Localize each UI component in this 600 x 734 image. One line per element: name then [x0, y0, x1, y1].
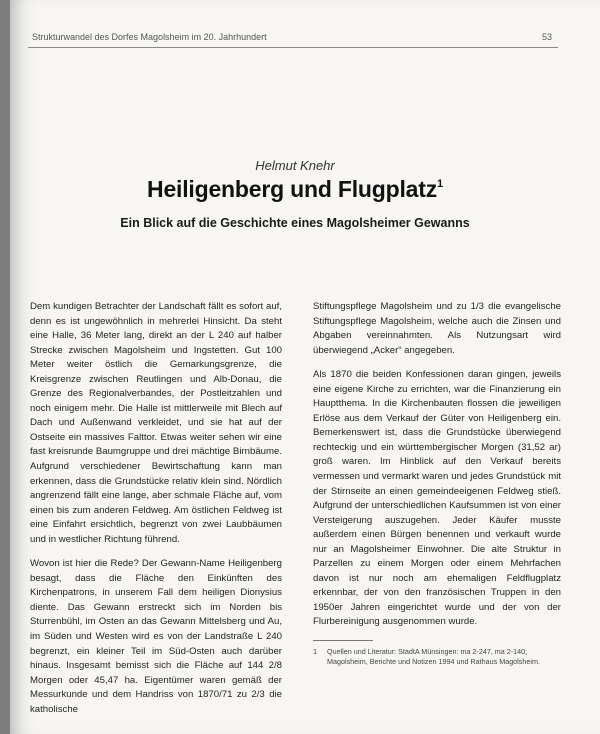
page-number: 53	[541, 32, 552, 42]
header-rule	[28, 47, 558, 48]
running-header	[32, 32, 552, 42]
left-column	[30, 300, 282, 717]
paragraph: Wovon ist hier die Rede? Der Gewann-Name Heiligenberg besagt, dass die Fläche den Einkünften des Kirchenpatrons, in unserem Fall dem heiligen Dionysius diente. Das Gewann erstreckt sich im Norden bis Sturrenbühl, im Osten an das Gewann Mittelsberg und Au, im Süden und Westen wird es von der Landstraße L 240 begrenzt, ein kleiner Teil im Süd-Osten auch darüber hinaus. Insgesamt bemisst sich die Fläche auf 144 2/8 Morgen oder 45,47 ha. Eigentümer waren gemäß der Messurkunde und dem Handriss von 1870/71 zu 2/3 die katholische	[30, 558, 282, 715]
paragraph: Dem kundigen Betrachter der Landschaft fällt es sofort auf, denn es ist ungewöhnlich in mehrerlei Hinsicht. Da steht eine Halle, 36 Meter lang, direkt an der L 240 auf halber Strecke zwischen Magolsheim und Ingstetten. Gut 100 Meter weiter östlich die Gemarkungsgrenze, die Kreisgrenze zwischen Reutlingen und Alb-Donau, die Grenze des Regionalverbandes, der Postleitzahlen und noch einigem mehr. Die Halle ist mittlerweile mit Blech auf Dach und Außenwand verkleidet, und sie hat auf der Ostseite ein massives Falttor. Etwas weiter sehen wir eine fast kreisrunde Baumgruppe und drei mächtige Birnbäume. Aufgrund verschiedener Bewirtschaftung kann man erkennen, dass die Grundstücke relativ klein sind. Nördlich angrenzend fällt eine lange, aber schmale Fläche auf, vom einen bis zum anderen Feldweg. Am östlichen Feldweg ist eine Einfahrt ersichtlich, begrenzt von zwei Laubbäumen und in westlicher Richtung führend.	[30, 301, 282, 545]
right-column	[313, 300, 561, 630]
footnote-number: 1	[313, 647, 317, 656]
book-page	[10, 0, 600, 734]
article-title	[10, 176, 580, 203]
paragraph: Als 1870 die beiden Konfessionen daran gingen, jeweils eine eigene Kirche zu errichten, war die Finanzierung ein Hauptthema. In die Kirchenbauten flossen die jeweiligen Erlöse aus dem Verkauf der Güter von Heiligenberg ein. Bemerkenswert ist, dass die Grundstücke überwiegend rechteckig und ein württembergischer Morgen (31,52 ar) groß waren. Im Hinblick auf den Verkauf bereits vermessen und vermarkt waren und jedes Grundstück mit der Stirnseite an einen gemeindeeigenen Feldweg stieß. Aufgrund der unterschiedlichen Kaufsummen ist von einer Versteigerung auszugehen. Jeder Käufer musste außerdem einen Bürgen benennen und verkauft wurde nur an Magolsheimer Einwohner. Die alte Struktur in Parzellen zu einem Morgen oder einem Mehrfachen davon ist nur noch am ehemaligen Feldflugplatz erkennbar, der von den französischen Truppen in den 1950er Jahren eingerichtet wurde und der von der Flurbereinigung ausgenommen wurde.	[313, 369, 561, 628]
title-footnote-mark[interactable]: 1	[437, 178, 443, 190]
footnote-text: Quellen und Literatur: StadtA Münsingen: ma 2-247, ma 2-140; Magolsheim, Berichte und Notizen 1994 und Rathaus Magolsheim.	[327, 647, 540, 666]
paragraph: Stiftungspflege Magolsheim und zu 1/3 die evangelische Stiftungspflege Magolsheim, welche auch die Zinsen und Abgaben vereinnahmten. Als Nutzungsart wird überwiegend „Acker“ angegeben.	[313, 301, 561, 356]
running-title: Strukturwandel des Dorfes Magolsheim im 20. Jahrhundert	[32, 32, 267, 42]
author-name: Helmut Knehr	[255, 158, 335, 173]
article-title-text: Heiligenberg und Flugplatz	[147, 176, 438, 202]
footnote-rule	[313, 640, 373, 641]
footnote	[313, 647, 559, 667]
article-subtitle: Ein Blick auf die Geschichte eines Magolsheimer Gewanns	[120, 216, 470, 230]
